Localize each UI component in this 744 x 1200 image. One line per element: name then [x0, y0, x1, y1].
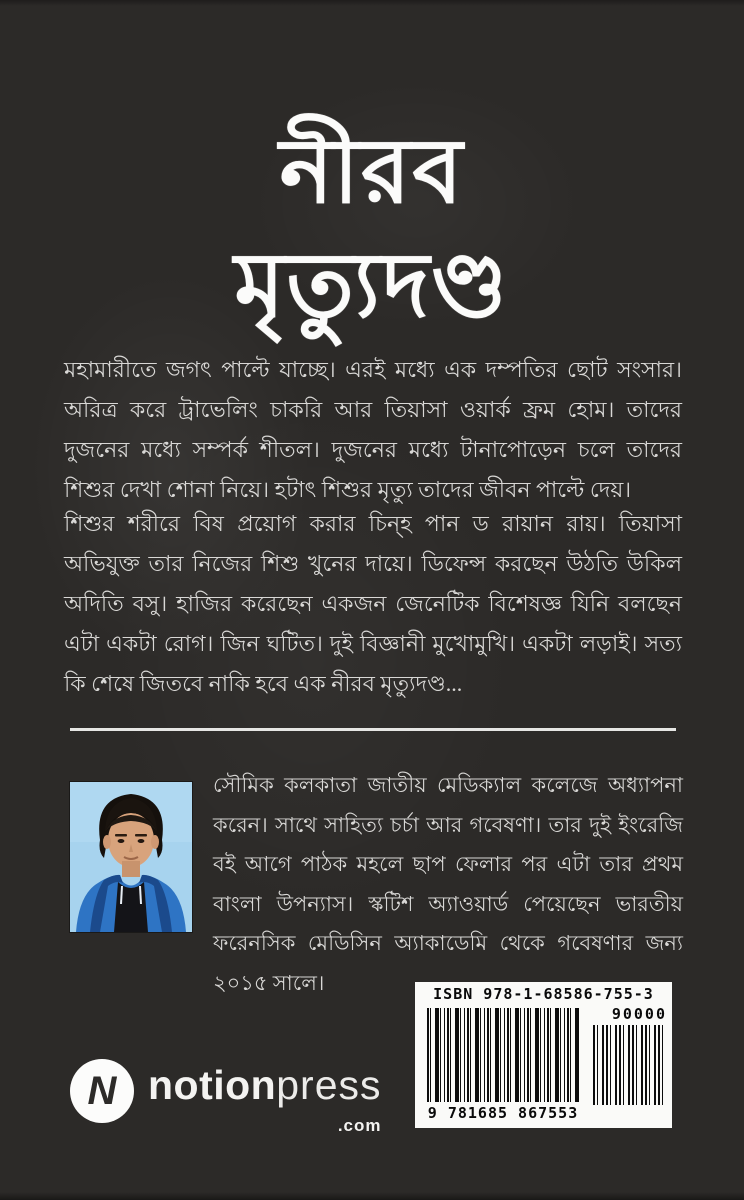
book-title [0, 116, 744, 344]
synopsis-paragraph-1: মহামারীতে জগৎ পাল্টে যাচ্ছে। এরই মধ্যে এক দম্পতির ছোট সংসার। অরিত্র করে ট্রাভেলিং চাকরি আর তিয়াসা ওয়ার্ক ফ্রম হোম। তাদের দুজনের মধ্যে সম্পর্ক শীতল। দুজনের মধ্যে টানাপোড়েন চলে তাদের শিশুর দেখা শোনা নিয়ে। হটাৎ শিশুর মৃত্যু তাদের জীবন পাল্টে দেয়। [64, 357, 682, 502]
publisher-name [148, 1059, 382, 1135]
book-title-line1: নীরব [279, 123, 465, 223]
publisher-name-notion: notion [148, 1061, 277, 1108]
publisher-domain: .com [337, 1115, 382, 1135]
barcode-bars [427, 1008, 579, 1106]
author-bio: সৌমিক কলকাতা জাতীয় মেডিক্যাল কলেজে অধ্যাপনা করেন। সাথে সাহিত্য চর্চা আর গবেষণা। তার দুই ইংরেজি বই আগে পাঠক মহলে ছাপ ফেলার পর এটা তার প্রথম বাংলা উপন্যাস। স্কটিশ অ্যাওয়ার্ড পেয়েছেন ভারতীয় ফরেনসিক মেডিসিন অ্যাকাডেমি থেকে গবেষণার জন্য ২০১৫ সালে। [213, 773, 683, 995]
barcode-supplement-bars [593, 1025, 667, 1105]
section-divider [70, 728, 676, 731]
barcode-number: 9 781685 867553 [419, 1102, 587, 1124]
barcode-price-code: 90000 [611, 1005, 667, 1023]
publisher-name-press: press [276, 1061, 382, 1108]
barcode-supplement [593, 1006, 667, 1105]
synopsis-paragraph-2: শিশুর শরীরে বিষ প্রয়োগ করার চিন্হ পান ড রায়ান রায়। তিয়াসা অভিযুক্ত তার নিজের শিশু খুনের দায়ে। ডিফেন্স করছেন উঠতি উকিল অদিতি বসু। হাজির করেছেন একজন জেনেটিক বিশেষজ্ঞ যিনি বলছেন এটা একটা রোগ। জিন ঘটিত। দুই বিজ্ঞানী মুখোমুখি। একটা লড়াই। সত্য কি শেষে জিতবে নাকি হবে এক নীরব মৃত্যুদণ্ড... [64, 511, 682, 696]
author-portrait-image [70, 782, 192, 932]
notionpress-logo-icon: N [70, 1059, 134, 1123]
publisher-logo [70, 1058, 382, 1135]
isbn-barcode-block [415, 982, 672, 1128]
book-title-line2: মৃত্যুদণ্ড [234, 237, 510, 337]
isbn-label: ISBN 978-1-68586-755-3 [433, 985, 654, 1003]
author-photo [70, 782, 192, 932]
